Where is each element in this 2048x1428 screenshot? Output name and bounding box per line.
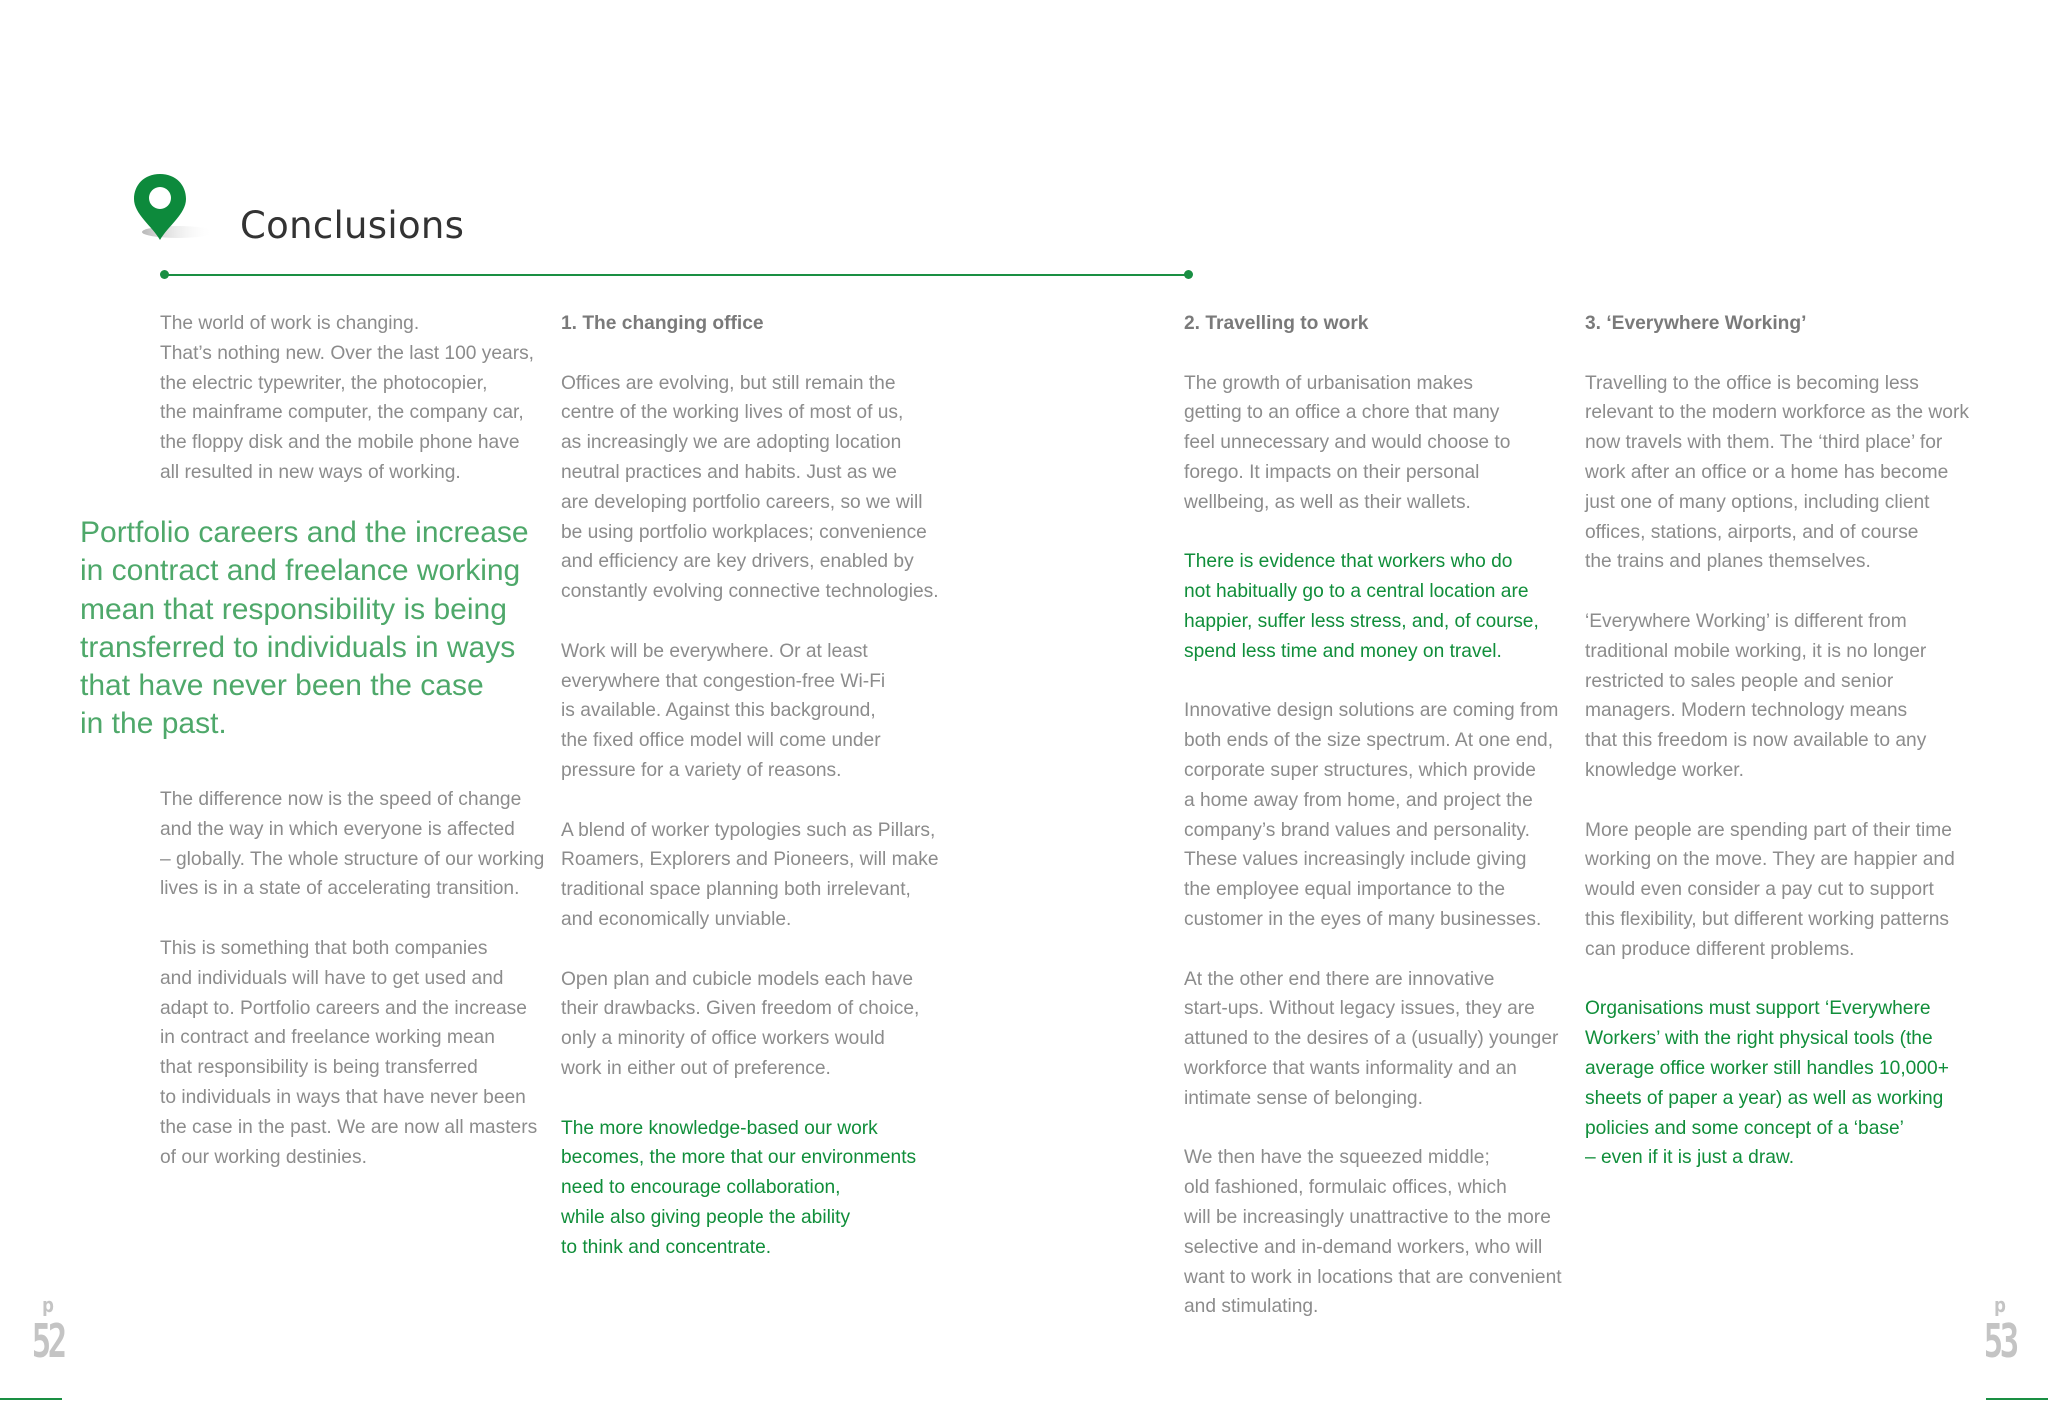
- section-heading: 3. ‘Everywhere Working’: [1585, 313, 1807, 334]
- intro-paragraph-3: This is something that both companies and individuals will have to get used and adapt to. Portfolio careers and the increase in contract and freelance working mean that responsibility is being transferred to individuals in ways that have never been the case in the past. We are now all masters of our working destinies.: [160, 937, 538, 1168]
- section-paragraph: More people are spending part of their time working on the move. They are happier and would even consider a pay cut to support this flexibility, but different working patterns can produce different problems.: [1585, 819, 1955, 960]
- intro-column: [160, 309, 550, 488]
- section-changing-office: [561, 309, 951, 1263]
- section-paragraph: The growth of urbanisation makes getting to an office a chore that many feel unnecessary and would choose to forego. It impacts on their personal wellbeing, as well as their wallets.: [1184, 372, 1511, 513]
- page-prefix: p: [1993, 1293, 2007, 1317]
- section-heading: 1. The changing office: [561, 313, 764, 334]
- page-number-rule-left: [0, 1398, 62, 1400]
- section-paragraph: Innovative design solutions are coming from both ends of the size spectrum. At one end, corporate super structures, which provide a home away from home, and project the company’s brand values and personality. These values increasingly include giving the employee equal importance to the customer in the eyes of many businesses.: [1184, 700, 1559, 930]
- pull-quote: Portfolio careers and the increase in contract and freelance working mean that responsibility is being transferred to individuals in ways that have never been the case in the past.: [80, 516, 529, 741]
- page-title: Conclusions: [240, 204, 465, 247]
- page-number-rule-right: [1986, 1398, 2048, 1400]
- map-pin-icon: [128, 172, 218, 244]
- section-paragraph: Travelling to the office is becoming less relevant to the modern workforce as the work now travels with them. The ‘third place’ for work after an office or a home has become just one of many options, including client offices, stations, airports, and of course the trains and planes themselves.: [1585, 372, 1969, 573]
- page-number-right: [1970, 1294, 2030, 1366]
- section-everywhere-working: [1585, 309, 1985, 1173]
- page-prefix: p: [41, 1293, 55, 1317]
- intro-column-lower: [160, 785, 550, 1172]
- title-divider: [164, 274, 1190, 276]
- section-paragraph: ‘Everywhere Working’ is different from traditional mobile working, it is no longer restricted to sales people and senior managers. Modern technology means that this freedom is now available to any knowledge worker.: [1585, 610, 1927, 781]
- rule-dot-right: [1184, 270, 1193, 279]
- section-paragraph: Offices are evolving, but still remain the centre of the working lives of most of us, as increasingly we are adopting location neutral practices and habits. Just as we are developing portfolio careers, so we will be using portfolio workplaces; convenience and efficiency are key drivers, enabled by constantly evolving connective technologies.: [561, 372, 939, 603]
- section-paragraph: We then have the squeezed middle; old fashioned, formulaic offices, which will be increasingly unattractive to the more selective and in-demand workers, who will want to work in locations that are convenient and stimulating.: [1184, 1147, 1562, 1318]
- highlight-paragraph: There is evidence that workers who do not habitually go to a central location are happier, suffer less stress, and, of course, spend less time and money on travel.: [1184, 551, 1539, 662]
- highlight-paragraph: The more knowledge-based our work becomes, the more that our environments need to encourage collaboration, while also giving people the ability to think and concentrate.: [561, 1117, 917, 1258]
- section-travelling-to-work: [1184, 309, 1574, 1322]
- section-paragraph: Open plan and cubicle models each have their drawbacks. Given freedom of choice, only a minority of office workers would work in either out of preference.: [561, 968, 920, 1079]
- section-paragraph: Work will be everywhere. Or at least everywhere that congestion-free Wi-Fi is available. Against this background, the fixed office model will come under pressure for a variety of reasons.: [561, 640, 886, 781]
- intro-paragraph-1: The world of work is changing. That’s nothing new. Over the last 100 years, the electric typewriter, the photocopier, the mainframe computer, the company car, the floppy disk and the mobile phone have all resulted in new ways of working.: [160, 313, 535, 483]
- section-paragraph: A blend of worker typologies such as Pillars, Roamers, Explorers and Pioneers, will make traditional space planning both irrelevant, and economically unviable.: [561, 819, 939, 930]
- section-paragraph: At the other end there are innovative start-ups. Without legacy issues, they are attuned to the desires of a (usually) younger workforce that wants informality and an intimate sense of belonging.: [1184, 968, 1559, 1109]
- section-heading: 2. Travelling to work: [1184, 313, 1369, 334]
- page-number-left: [18, 1294, 78, 1366]
- page-number: 52: [32, 1314, 64, 1368]
- page-number: 53: [1984, 1314, 2016, 1368]
- highlight-paragraph: Organisations must support ‘Everywhere Workers’ with the right physical tools (the average office worker still handles 10,000+ sheets of paper a year) as well as working policies and some concept of a ‘base’ – even if it is just a draw.: [1585, 998, 1949, 1169]
- intro-paragraph-2: The difference now is the speed of change and the way in which everyone is affected – globally. The whole structure of our working lives is in a state of accelerating transition.: [160, 789, 545, 900]
